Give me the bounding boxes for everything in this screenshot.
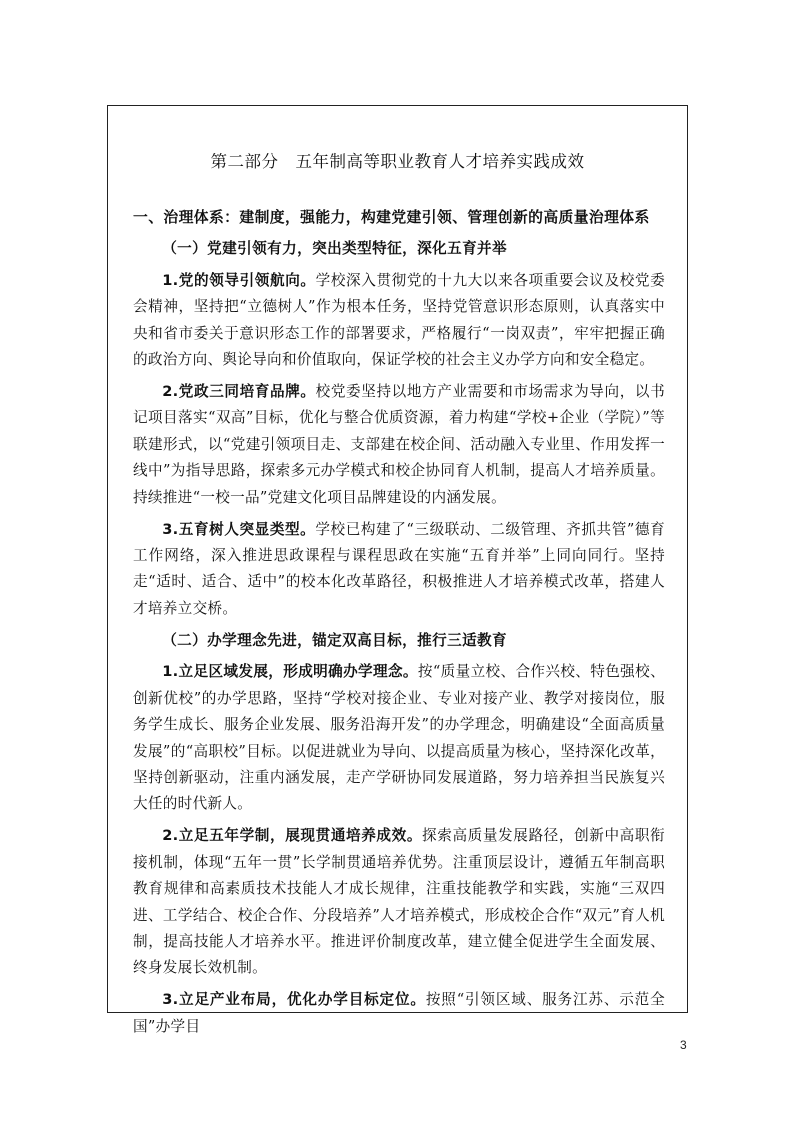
page-number: 3 — [680, 1038, 687, 1052]
paragraph — [133, 823, 665, 981]
paragraph-text: 校党委坚持以地方产业需要和市场需求为导向，以书记项目落实“双高”目标，优化与整合优质资源，着力构建“学校+企业（学院）”等联建形式，以“党建引领项目走、支部建在校企间、活动融入专业里、作用发挥一线中”为指导思路，探索多元办学模式和校企协同育人机制，提高人才培养质量。持续推进“一校一品”党建文化项目品牌建设的内涵发展。 — [133, 383, 666, 506]
paragraph-text: 探索高质量发展路径，创新中高职衔接机制，体现“五年一贯”长学制贯通培养优势。注重顶层设计，遵循五年制高职教育规律和高素质技术技能人才成长规律，注重技能教学和实践，实施“三双四进、工学结合、校企合作、分段培养”人才培养模式，形成校企合作“双元”育人机制，提高技能人才培养水平。推进评价制度改革，建立健全促进学生全面发展、终身发展长效机制。 — [133, 827, 665, 977]
document-frame — [107, 105, 688, 1035]
paragraph — [133, 268, 665, 374]
paragraph-text: 按照“引领区域、服务江苏、示范全国”办学目 — [133, 991, 665, 1035]
paragraph-lead: 1.立足区域发展，形成明确办学理念。 — [162, 663, 418, 681]
paragraph-lead: 1.党的领导引领航向。 — [162, 271, 316, 289]
subsection-heading: （二）办学理念先进，锚定双高目标，推行三适教育 — [162, 631, 508, 649]
paragraph — [133, 517, 665, 623]
paragraph-text: 学校深入贯彻党的十九大以来各项重要会议及校党委会精神，坚持把“立德树人”作为根本任务，坚持党管意识形态原则，认真落实中央和省市委关于意识形态工作的部署要求，严格履行“一岗双责”，牢牢把握正确的政治方向、舆论导向和价值取向，保证学校的社会主义办学方向和安全稳定。 — [133, 271, 666, 369]
paragraph-lead: 3.五育树人突显类型。 — [162, 520, 316, 538]
paragraph-lead: 2.党政三同培育品牌。 — [162, 383, 316, 401]
page-title: 第二部分 五年制高等职业教育人才培养实践成效 — [210, 152, 585, 171]
subsection-heading: （一）党建引领有力，突出类型特征，深化五育并举 — [162, 240, 508, 258]
paragraph — [133, 379, 665, 511]
paragraph-lead: 2.立足五年学制，展现贯通培养成效。 — [162, 827, 423, 845]
section-heading: 一、治理体系：建制度，强能力，构建党建引领、管理创新的高质量治理体系 — [133, 209, 650, 226]
paragraph — [133, 987, 665, 1040]
paragraph — [133, 659, 665, 817]
paragraph-text: 学校已构建了“三级联动、二级管理、齐抓共管”德育工作网络，深入推进思政课程与课程思政在实施“五育并举”上同向同行。坚持走“适时、适合、适中”的校本化改革路径，积极推进人才培养模式改革，搭建人才培养立交桥。 — [133, 520, 665, 617]
paragraph-lead: 3.立足产业布局，优化办学目标定位。 — [162, 991, 426, 1009]
paragraph-text: 按“质量立校、合作兴校、特色强校、创新优校”的办学思路，坚持“学校对接企业、专业对接产业、教学对接岗位，服务学生成长、服务企业发展、服务沿海开发”的办学理念，明确建设“全面高质量发展”的“高职校”目标。以促进就业为导向、以提高质量为核心，坚持深化改革，坚持创新驱动，注重内涵发展，走产学研协同发展道路，努力培养担当民族复兴大任的时代新人。 — [133, 663, 665, 813]
document-body — [133, 205, 665, 1046]
